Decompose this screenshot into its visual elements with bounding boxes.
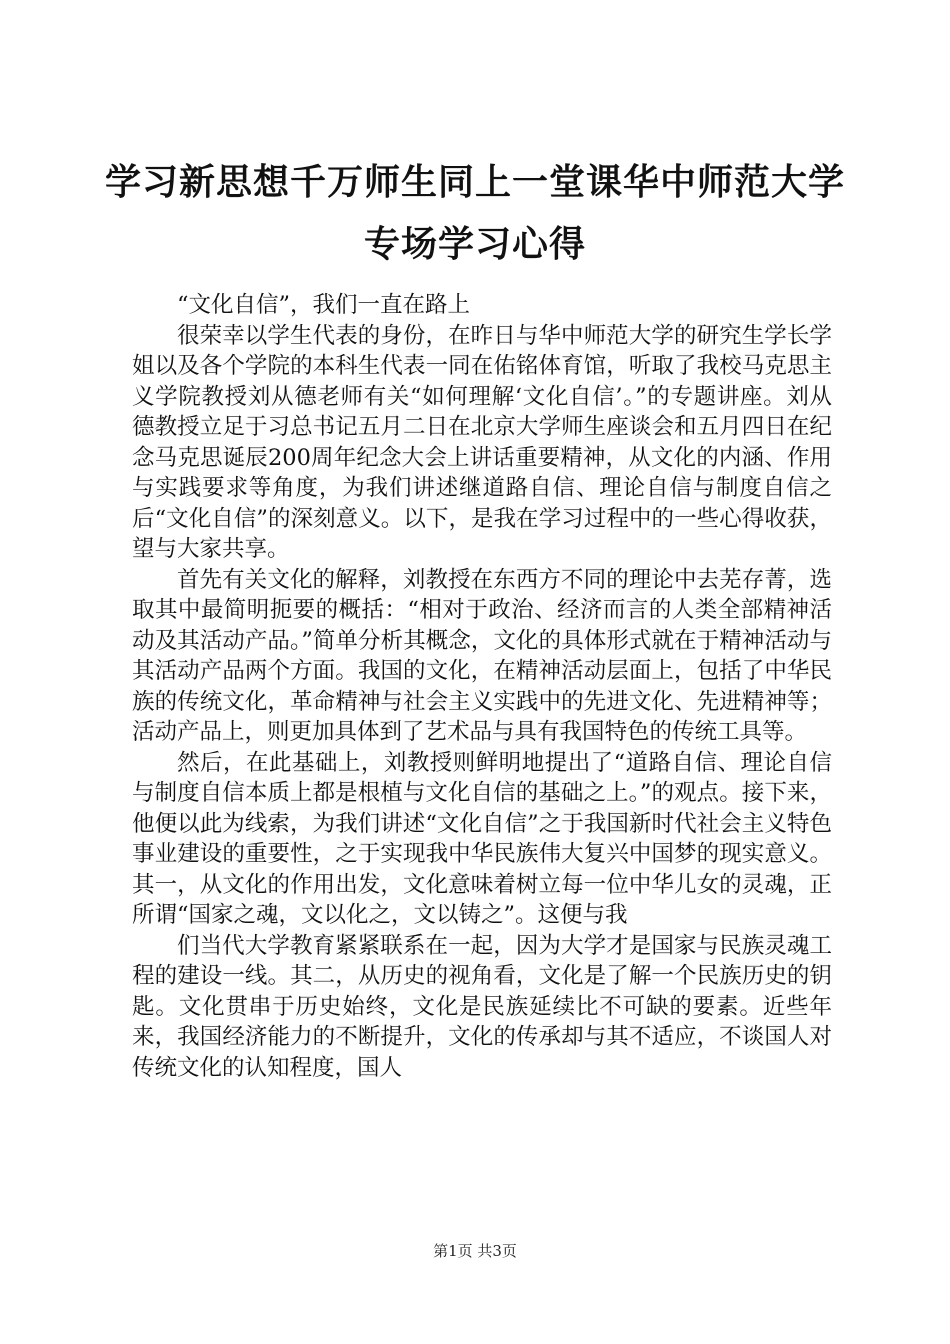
document-title-line-2: 专场学习心得	[363, 223, 586, 265]
document-body	[132, 290, 832, 1083]
paragraph: 们当代大学教育紧紧联系在一起，因为大学才是国家与民族灵魂工程的建设一线。其二，从历史的视角看，文化是了解一个民族历史的钥匙。文化贯串于历史始终，文化是民族延续比不可缺的要素。近些年来，我国经济能力的不断提升，文化的传承却与其不适应，不谈国人对传统文化的认知程度，国人	[132, 932, 832, 1081]
paragraph: 然后，在此基础上，刘教授则鲜明地提出了“道路自信、理论自信与制度自信本质上都是根植与文化自信的基础之上。”的观点。接下来，他便以此为线索，为我们讲述“文化自信”之于我国新时代社会主义特色事业建设的重要性，之于实现我中华民族伟大复兴中国梦的现实意义。其一，从文化的作用出发，文化意味着树立每一位中华儿女的灵魂，正所谓“国家之魂，文以化之，文以铸之”。这便与我	[132, 749, 832, 928]
paragraph-subtitle: “文化自信”，我们一直在路上	[177, 292, 471, 318]
page-number-footer: 第1页 共3页	[433, 1242, 517, 1260]
paragraph: 很荣幸以学生代表的身份，在昨日与华中师范大学的研究生学长学姐以及各个学院的本科生代表一同在佑铭体育馆，听取了我校马克思主义学院教授刘从德老师有关“如何理解‘文化自信’。”的专题讲座。刘从德教授立足于习总书记五月二日在北京大学师生座谈会和五月四日在纪念马克思诞辰200周年纪念大会上讲话重要精神，从文化的内涵、作用与实践要求等角度，为我们讲述继道路自信、理论自信与制度自信之后“文化自信”的深刻意义。以下，是我在学习过程中的一些心得收获，望与大家共享。	[132, 322, 832, 562]
document-title-line-1: 学习新思想千万师生同上一堂课华中师范大学	[104, 161, 845, 203]
paragraph: 首先有关文化的解释，刘教授在东西方不同的理论中去芜存菁，选取其中最简明扼要的概括：“相对于政治、经济而言的人类全部精神活动及其活动产品。”简单分析其概念，文化的具体形式就在于精神活动与其活动产品两个方面。我国的文化，在精神活动层面上，包括了中华民族的传统文化，革命精神与社会主义实践中的先进文化、先进精神等；活动产品上，则更加具体到了艺术品与具有我国特色的传统工具等。	[132, 566, 832, 745]
